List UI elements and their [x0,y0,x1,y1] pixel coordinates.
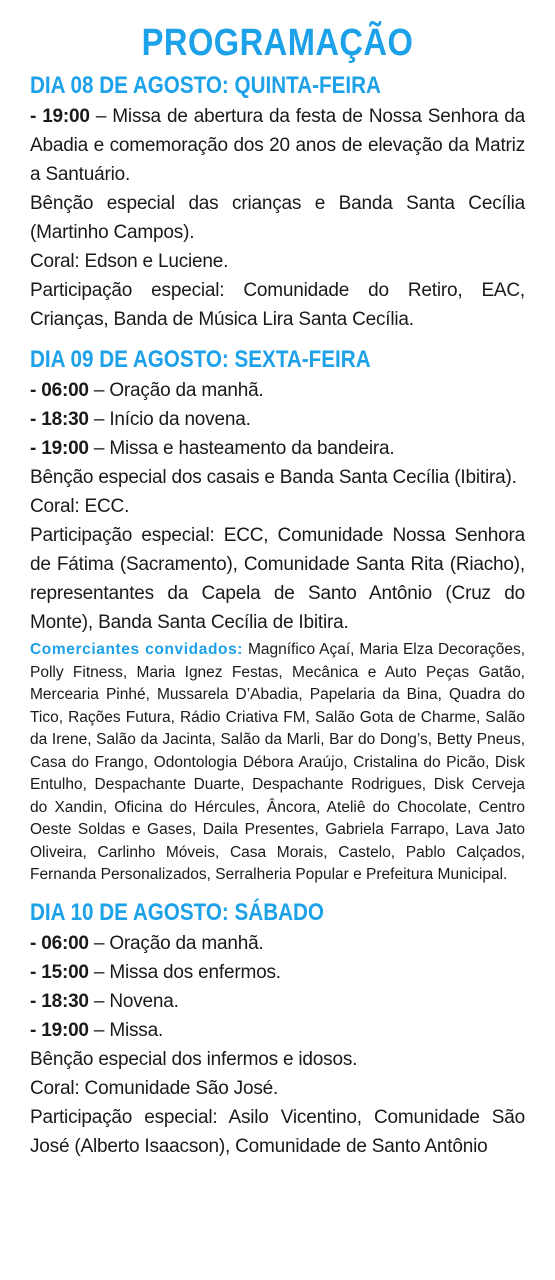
entry-time: - 15:00 [30,961,89,983]
entry-time: - 18:30 [30,409,89,430]
entry-time: - 06:00 [30,932,89,954]
day-section-09 [30,344,525,887]
schedule-entry [30,1016,525,1045]
blessing-paragraph: Bênção especial dos infermos e idosos. [30,1048,358,1070]
entry-time: - 06:00 [30,380,89,401]
entry-time: - 19:00 [30,106,90,127]
entry-time: - 18:30 [30,990,89,1012]
page-title: PROGRAMAÇÃO [141,22,414,64]
schedule-entry [30,434,525,463]
choir-paragraph: Coral: Edson e Luciene. [30,251,229,272]
schedule-entry [30,376,525,405]
participation-paragraph: Participação especial: ECC, Comunidade Nossa Senhora de Fátima (Sacramento), Comunidade Santa Rita (Riacho), representantes da Capela de Santo Antônio (Cruz do Monte), Banda Santa Cecília de Ibitira. [30,525,525,633]
participation-paragraph: Participação especial: Asilo Vicentino, Comunidade São José (Alberto Isaacson), Comunidade de Santo Antônio [30,1106,525,1157]
entry-time: - 19:00 [30,438,89,459]
day-heading: DIA 10 DE AGOSTO: SÁBADO [30,898,324,926]
entry-text: – Missa. [88,1019,164,1041]
entry-text: – Missa de abertura da festa de Nossa Senhora da Abadia e comemoração dos 20 anos de elevação da Matriz a Santuário. [30,106,525,185]
guests-label: Comerciantes convidados: [30,641,244,658]
schedule-entry [30,929,525,958]
schedule-entry [30,102,525,189]
participation-paragraph: Participação especial: Comunidade do Retiro, EAC, Crianças, Banda de Música Lira Santa Cecília. [30,280,525,330]
guests-paragraph [30,639,525,887]
entry-text: – Missa e hasteamento da bandeira. [88,438,395,459]
day-section-10 [30,897,525,1161]
guests-list: Magnífico Açaí, Maria Elza Decorações, Polly Fitness, Maria Ignez Festas, Mecânica e Auto Peças Gatão, Mercearia Pinhé, Mussarela D’Abadia, Papelaria da Bina, Quadra do Tico, Rações Futura, Rádio Criativa FM, Salão Gota de Charme, Salão da Irene, Salão da Jacinta, Salão da Marli, Bar do Dong’s, Betty Pneus, Casa do Frango, Odontologia Débora Araújo, Cristalina do Picão, Disk Entulho, Despachante Duarte, Despachante Rodrigues, Disk Cerveja do Xandin, Oficina do Hércules, Âncora, Ateliê do Chocolate, Centro Oeste Soldas e Gases, Daila Presentes, Gabriela Farrapo, Lava Jato Oliveira, Carlinho Móveis, Casa Morais, Castelo, Pablo Calçados, Fernanda Personalizados, Serralheria Popular e Prefeitura Municipal. [30,641,525,883]
entry-text: – Oração da manhã. [88,380,264,401]
day-heading: DIA 09 DE AGOSTO: SEXTA-FEIRA [30,346,371,373]
entry-time: - 19:00 [30,1019,89,1041]
schedule-entry [30,405,525,434]
day-section-08 [30,70,525,334]
blessing-paragraph: Bênção especial das crianças e Banda Santa Cecília (Martinho Campos). [30,193,525,243]
schedule-entry [30,987,525,1016]
choir-paragraph: Coral: ECC. [30,496,130,517]
entry-text: – Missa dos enfermos. [88,961,281,983]
entry-text: – Novena. [88,990,179,1012]
entry-text: – Oração da manhã. [88,932,264,954]
schedule-entry [30,958,525,987]
entry-text: – Início da novena. [88,409,251,430]
day-heading: DIA 08 DE AGOSTO: QUINTA-FEIRA [30,72,381,99]
blessing-paragraph: Bênção especial dos casais e Banda Santa Cecília (Ibitira). [30,467,517,488]
choir-paragraph: Coral: Comunidade São José. [30,1077,279,1099]
